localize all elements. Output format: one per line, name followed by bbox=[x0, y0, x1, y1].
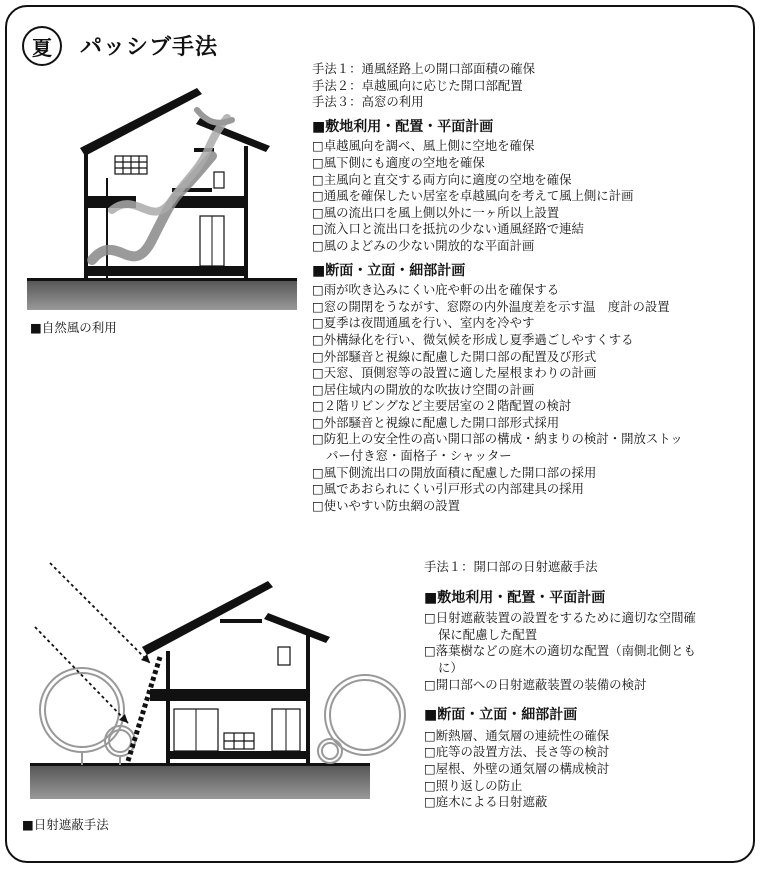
check-item: □風下側にも適度の空地を確保 bbox=[312, 154, 485, 170]
ventilation-house-diagram bbox=[22, 60, 302, 310]
section-heading: ■断面・立面・細部計画 bbox=[424, 707, 578, 724]
method-line: 手法１：通風経路上の開口部面積の確保 bbox=[312, 61, 536, 76]
check-item: □主風向と直交する両方向に適度の空地を確保 bbox=[312, 171, 572, 187]
check-item: □風のよどみの少ない開放的な平面計画 bbox=[312, 237, 535, 253]
section1-text bbox=[312, 61, 683, 514]
check-item: □通風を確保したい居室を卓越風向を考えて風上側に計画 bbox=[312, 188, 634, 204]
check-item-continued: に） bbox=[438, 659, 463, 675]
check-item: □落葉樹などの庭木の適切な配置（南側北側とも bbox=[424, 643, 696, 659]
check-item-continued: パー付き窓・面格子・シャッター bbox=[326, 448, 512, 464]
method-line: 手法３：高窓の利用 bbox=[312, 94, 424, 110]
tree-left bbox=[40, 668, 135, 765]
check-item: □居住域内の開放的な吹抜け空間の計画 bbox=[312, 381, 535, 397]
check-item-continued: 保に配慮した配置 bbox=[438, 626, 538, 642]
check-item: □断熱層、通気層の連続性の確保 bbox=[424, 727, 610, 743]
check-item: □屋根、外壁の通気層の構成検討 bbox=[424, 760, 610, 776]
check-item: □照り返しの防止 bbox=[424, 777, 523, 793]
window-grid bbox=[224, 733, 254, 749]
section2-text bbox=[424, 559, 696, 811]
check-item: □外構緑化を行い、微気候を形成し夏季過ごしやすくする bbox=[312, 331, 634, 347]
check-item: □流入口と流出口を抵抗の少ない通風経路で連結 bbox=[312, 221, 584, 237]
page-title: パッシブ手法 bbox=[80, 35, 219, 60]
section-heading: ■断面・立面・細部計画 bbox=[312, 262, 466, 279]
check-item: □天窓、頂側窓等の設置に適した屋根まわりの計画 bbox=[312, 365, 597, 381]
check-item: □２階リビングなど主要居室の２階配置の検討 bbox=[312, 398, 572, 414]
check-item: □雨が吹き込みにくい庇や軒の出を確保する bbox=[312, 282, 560, 298]
check-item: □卓越風向を調べ、風上側に空地を確保 bbox=[312, 138, 535, 154]
shading-house-diagram bbox=[10, 555, 390, 805]
season-badge: 夏 bbox=[22, 26, 62, 66]
window-grid bbox=[115, 156, 147, 174]
check-item: □夏季は夜間通風を行い、室内を冷やす bbox=[312, 315, 535, 331]
check-item: □日射遮蔽装置の設置をするために適切な空間確 bbox=[424, 610, 696, 626]
check-item: □使いやすい防虫網の設置 bbox=[312, 497, 461, 513]
method-line: 手法２：卓越風向に応じた開口部配置 bbox=[312, 77, 523, 93]
figure-caption-ventilation: ■自然風の利用 bbox=[30, 320, 117, 335]
section-heading: ■敷地利用・配置・平面計画 bbox=[424, 589, 606, 606]
check-item: □防犯上の安全性の高い開口部の構成・納まりの検討・開放ストッ bbox=[312, 431, 683, 447]
check-item: □庭木による日射遮蔽 bbox=[424, 794, 548, 810]
check-item: □外部騒音と視線に配慮した開口部の配置及び形式 bbox=[312, 348, 597, 364]
check-item: □風下側流出口の開放面積に配慮した開口部の採用 bbox=[312, 464, 597, 480]
check-item: □窓の開閉をうながす、窓際の内外温度差を示す温 度計の設置 bbox=[312, 298, 670, 314]
shading-louver bbox=[128, 657, 160, 761]
check-item: □開口部への日射遮蔽装置の装備の検討 bbox=[424, 676, 647, 692]
check-item: □風であおられにくい引戸形式の内部建具の採用 bbox=[312, 481, 584, 497]
sun-rays bbox=[35, 563, 150, 723]
check-item: □庇等の設置方法、長さ等の検討 bbox=[424, 744, 610, 760]
check-item: □外部騒音と視線に配慮した開口部形式採用 bbox=[312, 414, 560, 430]
check-item: □風の流出口を風上側以外に一ヶ所以上設置 bbox=[312, 204, 560, 220]
method-line: 手法１：開口部の日射遮蔽手法 bbox=[424, 559, 598, 574]
figure-caption-shading: ■日射遮蔽手法 bbox=[22, 817, 109, 832]
section-heading: ■敷地利用・配置・平面計画 bbox=[312, 118, 494, 135]
